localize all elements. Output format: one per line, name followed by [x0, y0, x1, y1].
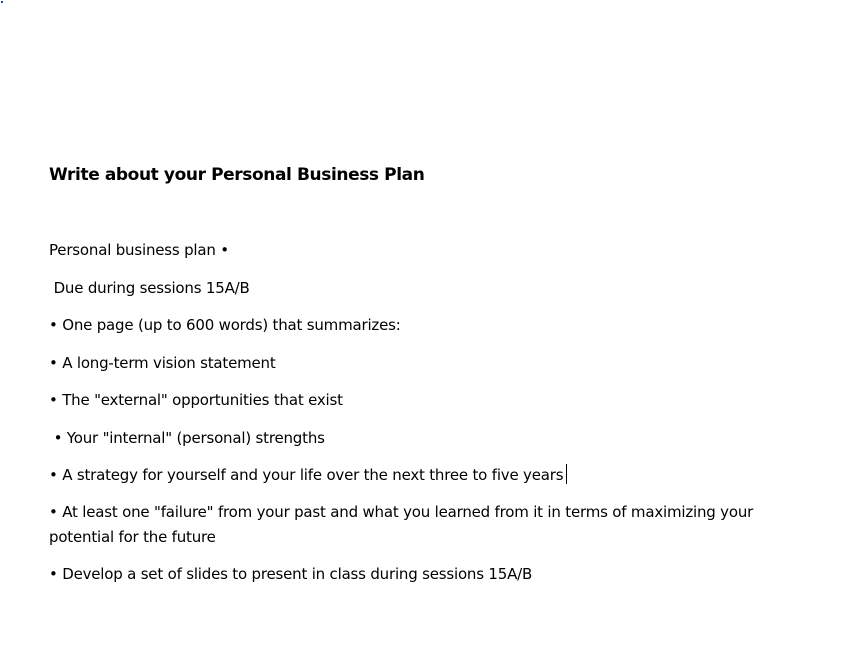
corner-mark [1, 1, 3, 3]
paragraph-due-date [49, 276, 250, 301]
paragraph-text: • A long-term vision statement [49, 354, 276, 372]
document-title: Write about your Personal Business Plan [49, 165, 425, 185]
paragraph-text: • One page (up to 600 words) that summarizes: [49, 316, 401, 334]
paragraph-text: Personal business plan • [49, 241, 229, 259]
paragraph-text: • The "external" opportunities that exist [49, 391, 343, 409]
paragraph-text: • At least one "failure" from your past and what you learned from it in terms of maximizing your potential for the future [49, 503, 754, 546]
paragraph-vision [49, 351, 276, 376]
paragraph-plan-heading [49, 238, 229, 263]
paragraph-strategy [49, 463, 567, 488]
paragraph-text: • Your "internal" (personal) strengths [49, 429, 325, 447]
paragraph-strengths [49, 426, 325, 451]
paragraph-text: • A strategy for yourself and your life over the next three to five years [49, 466, 564, 484]
text-cursor [566, 464, 567, 484]
paragraph-text: Due during sessions 15A/B [49, 279, 250, 297]
paragraph-failure [49, 500, 789, 550]
paragraph-page-summary [49, 313, 401, 338]
paragraph-text: • Develop a set of slides to present in class during sessions 15A/B [49, 565, 533, 583]
paragraph-slides [49, 562, 532, 587]
paragraph-opportunities [49, 388, 343, 413]
